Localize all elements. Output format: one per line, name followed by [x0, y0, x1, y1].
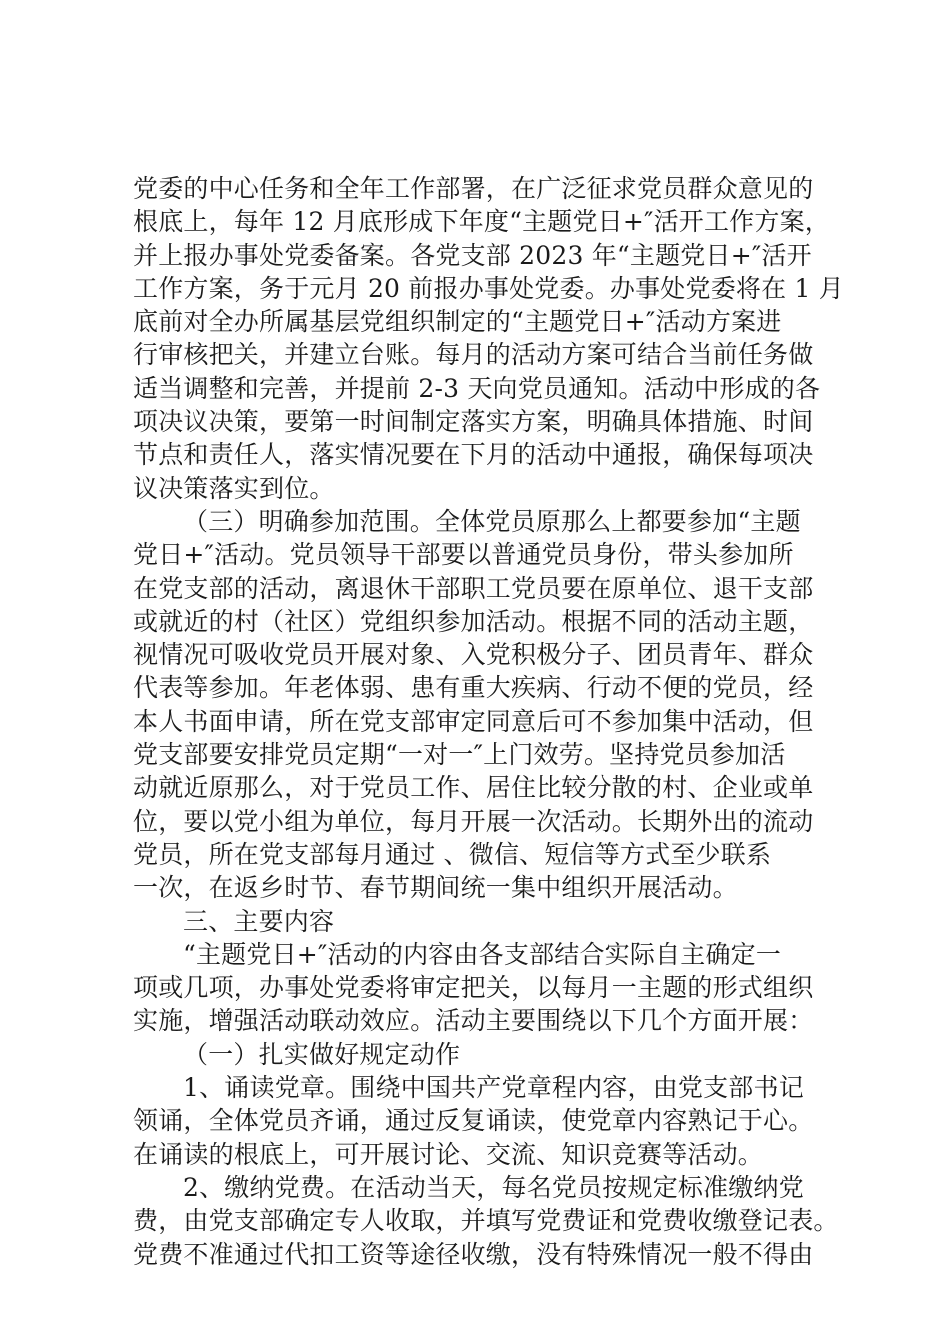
text-line: 视情况可吸收党员开展对象、入党积极分子、团员青年、群众 — [133, 640, 814, 670]
text-line: 位，要以党小组为单位，每月开展一次活动。长期外出的流动 — [133, 806, 814, 836]
text-line: 领诵，全体党员齐诵，通过反复诵读，使党章内容熟记于心。 — [133, 1106, 814, 1136]
text-line: 党费不准通过代扣工资等途径收缴，没有特殊情况一般不得由 — [133, 1239, 814, 1269]
text-line: 议决策落实到位。 — [133, 473, 335, 503]
text-line: 动就近原那么，对于党员工作、居住比较分散的村、企业或单 — [133, 773, 814, 803]
text-line: （三）明确参加范围。全体党员原那么上都要参加“主题 — [183, 506, 801, 536]
text-line: 费，由党支部确定专人收取，并填写党费证和党费收缴登记表。 — [133, 1206, 839, 1236]
text-line: 在党支部的活动，离退休干部职工党员要在原单位、退干支部 — [133, 573, 814, 603]
text-line: 项或几项，办事处党委将审定把关，以每月一主题的形式组织 — [133, 973, 814, 1003]
text-line: 代表等参加。年老体弱、患有重大疾病、行动不便的党员，经 — [133, 673, 814, 703]
text-line: 或就近的村（社区）党组织参加活动。根据不同的活动主题， — [133, 606, 814, 636]
text-line: 本人书面申请，所在党支部审定同意后可不参加集中活动，但 — [133, 706, 814, 736]
text-line: 并上报办事处党委备案。各党支部 2023 年“主题党日+″活开 — [133, 240, 812, 270]
text-line: 项决议决策，要第一时间制定落实方案，明确具体措施、时间 — [133, 407, 814, 437]
text-line: 在诵读的根底上，可开展讨论、交流、知识竞赛等活动。 — [133, 1139, 764, 1169]
text-line: 党委的中心任务和全年工作部署，在广泛征求党员群众意见的 — [133, 174, 814, 203]
text-line: “主题党日+″活动的内容由各支部结合实际自主确定一 — [183, 939, 782, 969]
text-line: 一次，在返乡时节、春节期间统一集中组织开展活动。 — [133, 873, 738, 903]
text-line: 三、主要内容 — [183, 906, 335, 936]
text-line: （一）扎实做好规定动作 — [183, 1039, 461, 1069]
text-line: 行审核把关，并建立台账。每月的活动方案可结合当前任务做 — [133, 340, 814, 370]
text-line: 1、诵读党章。围绕中国共产党章程内容，由党支部书记 — [183, 1073, 804, 1103]
text-line: 底前对全办所属基层党组织制定的“主题党日+″活动方案进 — [133, 307, 782, 337]
text-line: 党支部要安排党员定期“一对一″上门效劳。坚持党员参加活 — [133, 740, 786, 770]
text-line: 党日+″活动。党员领导干部要以普通党员身份，带头参加所 — [133, 540, 794, 570]
text-line: 根底上，每年 12 月底形成下年度“主题党日+″活开工作方案， — [133, 207, 830, 237]
text-line: 实施，增强活动联动效应。活动主要围绕以下几个方面开展： — [133, 1006, 814, 1036]
document-body — [133, 172, 844, 1271]
text-line: 适当调整和完善，并提前 2-3 天向党员通知。活动中形成的各 — [133, 373, 821, 403]
text-line: 2、缴纳党费。在活动当天，每名党员按规定标准缴纳党 — [183, 1172, 804, 1202]
text-line: 党员，所在党支部每月通过 、微信、短信等方式至少联系 — [133, 839, 772, 869]
text-line: 工作方案，务于元月 20 前报办事处党委。办事处党委将在 1 月 — [133, 273, 844, 303]
text-line: 节点和责任人，落实情况要在下月的活动中通报，确保每项决 — [133, 440, 814, 470]
